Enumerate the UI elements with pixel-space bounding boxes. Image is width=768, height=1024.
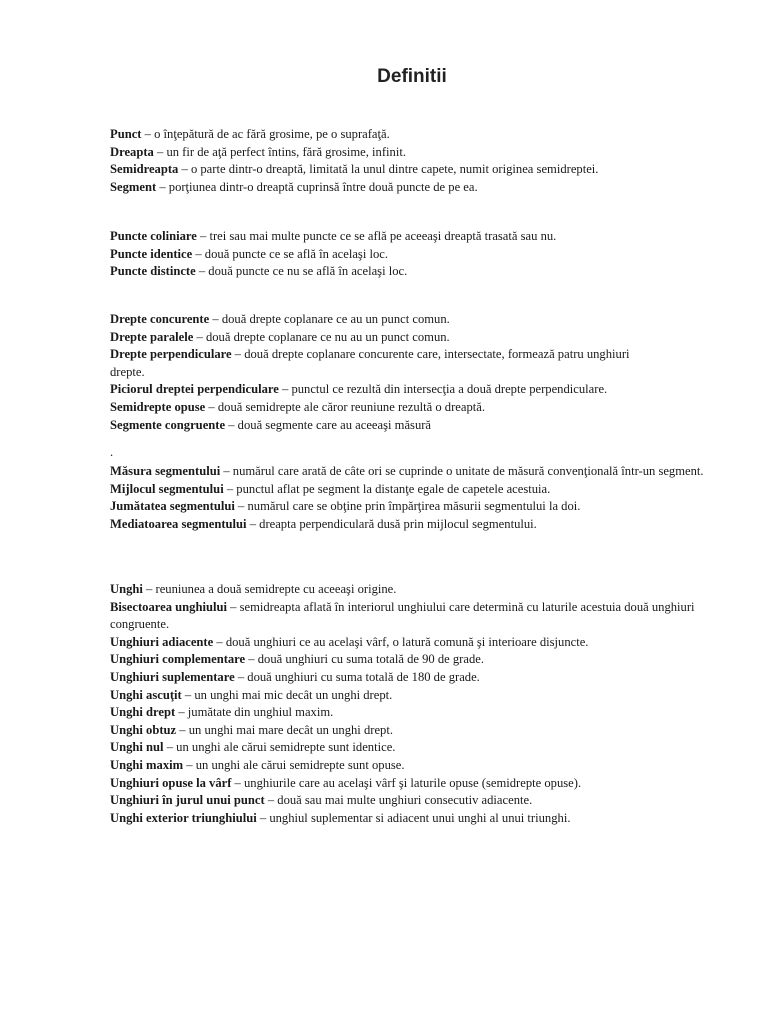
definition-item bbox=[110, 311, 722, 329]
definition-item bbox=[110, 381, 722, 399]
definition-text: – un unghi ale cărui semidrepte sunt identice. bbox=[163, 740, 396, 755]
definitions-group-points bbox=[110, 228, 722, 281]
definition-text: – două unghiuri ce au acelaşi vârf, o latură comună şi interioare disjuncte. bbox=[213, 634, 589, 649]
definition-text: – punctul aflat pe segment la distanţe egale de capetele acestuia. bbox=[223, 481, 551, 496]
definition-term: Unghiuri opuse la vârf bbox=[110, 775, 232, 790]
definition-item bbox=[110, 669, 722, 687]
definition-term: Drepte paralele bbox=[110, 329, 194, 344]
definition-item bbox=[110, 346, 630, 381]
definition-item bbox=[110, 246, 722, 264]
definitions-group-angles bbox=[110, 581, 722, 827]
definition-item bbox=[110, 263, 722, 281]
definition-term: Puncte distincte bbox=[110, 264, 196, 279]
definition-term: Unghiuri în jurul unui punct bbox=[110, 793, 265, 808]
definition-text: – jumătate din unghiul maxim. bbox=[175, 705, 334, 720]
definition-text: – o înţepătură de ac fără grosime, pe o suprafaţă. bbox=[141, 127, 390, 141]
definition-item bbox=[110, 775, 615, 793]
definition-item bbox=[110, 179, 722, 197]
definition-item bbox=[110, 126, 722, 144]
definition-text: – un unghi mai mare decât un unghi drept. bbox=[176, 722, 393, 737]
definition-text: – dreapta perpendiculară dusă prin mijlocul segmentului. bbox=[246, 516, 537, 531]
definition-term: Unghi maxim bbox=[110, 757, 184, 772]
definition-term: Unghi nul bbox=[110, 740, 164, 755]
definition-item bbox=[110, 144, 722, 162]
definition-text: – două unghiuri cu suma totală de 90 de grade. bbox=[245, 652, 485, 667]
definition-term: Unghi drept bbox=[110, 705, 176, 720]
definition-item bbox=[110, 481, 722, 499]
definition-text: – două drepte coplanare ce nu au un punct comun. bbox=[193, 329, 450, 344]
definition-term: Bisectoarea unghiului bbox=[110, 599, 227, 614]
definition-text: – porţiunea dintr-o dreaptă cuprinsă între două puncte de pe ea. bbox=[156, 179, 478, 194]
definitions-group-basic bbox=[110, 126, 722, 196]
definitions-group-lines bbox=[110, 311, 722, 434]
stray-period: . bbox=[110, 445, 114, 459]
definition-term: Mediatoarea segmentului bbox=[110, 516, 247, 531]
definition-text: – numărul care arată de câte ori se cuprinde o unitate de măsură convenţională într-un segment. bbox=[220, 464, 704, 478]
definition-text: – unghiul suplementar si adiacent unui unghi al unui triunghi. bbox=[256, 810, 571, 825]
definition-term: Jumătatea segmentului bbox=[110, 499, 235, 514]
definition-text: – două semidrepte ale căror reuniune rezultă o dreaptă. bbox=[205, 399, 486, 414]
definition-item bbox=[110, 739, 722, 757]
definition-text: – unghiurile care au acelaşi vârf şi laturile opuse (semidrepte opuse). bbox=[231, 775, 582, 790]
definition-term: Unghi exterior triunghiului bbox=[110, 810, 257, 825]
definition-text: – punctul ce rezultă din intersecţia a două drepte perpendiculare. bbox=[278, 382, 608, 397]
definition-term: Semidreapta bbox=[110, 162, 179, 177]
definition-text: – două puncte ce nu se află în acelaşi loc. bbox=[195, 264, 408, 279]
definition-term: Unghi bbox=[110, 582, 143, 596]
page-title: Definitii bbox=[377, 66, 447, 87]
definition-term: Dreapta bbox=[110, 144, 154, 159]
definition-item bbox=[110, 463, 722, 481]
definition-text: – două puncte ce se află în acelaşi loc. bbox=[192, 246, 389, 261]
definition-term: Unghi obtuz bbox=[110, 722, 177, 737]
definition-item bbox=[110, 634, 722, 652]
definition-text: – un unghi ale cărui semidrepte sunt opuse. bbox=[183, 757, 405, 772]
definition-text: – două unghiuri cu suma totală de 180 de grade. bbox=[234, 669, 480, 684]
definition-text: – un fir de aţă perfect întins, fără grosime, infinit. bbox=[153, 144, 406, 159]
definition-text: – două drepte coplanare ce au un punct comun. bbox=[209, 312, 450, 326]
definition-text: – trei sau mai multe puncte ce se află pe aceeaşi dreaptă trasată sau nu. bbox=[196, 229, 557, 243]
definition-item bbox=[110, 498, 722, 516]
definition-text: – o parte dintr-o dreaptă, limitată la unul dintre capete, numit originea semidreptei. bbox=[178, 162, 599, 177]
definition-item bbox=[110, 651, 722, 669]
definition-term: Puncte coliniare bbox=[110, 229, 197, 243]
definition-item bbox=[110, 417, 722, 435]
definition-item bbox=[110, 599, 722, 634]
definition-term: Unghiuri complementare bbox=[110, 652, 246, 667]
definition-term: Drepte concurente bbox=[110, 312, 210, 326]
definition-term: Punct bbox=[110, 127, 142, 141]
definition-term: Segmente congruente bbox=[110, 417, 226, 432]
definition-term: Puncte identice bbox=[110, 246, 193, 261]
definitions-group-segments bbox=[110, 463, 722, 533]
definition-term: Unghiuri suplementare bbox=[110, 669, 235, 684]
definition-item bbox=[110, 810, 722, 828]
definition-term: Unghi ascuţit bbox=[110, 687, 182, 702]
definition-text: – reuniunea a două semidrepte cu aceeaşi origine. bbox=[142, 582, 397, 596]
definition-item bbox=[110, 687, 722, 705]
definition-item bbox=[110, 228, 722, 246]
definition-term: Mijlocul segmentului bbox=[110, 481, 224, 496]
definition-term: Drepte perpendiculare bbox=[110, 347, 232, 362]
definition-item bbox=[110, 722, 722, 740]
definition-text: – numărul care se obţine prin împărţirea măsurii segmentului la doi. bbox=[234, 499, 581, 514]
definition-item bbox=[110, 329, 722, 347]
definition-text: – două drepte coplanare concurente care, intersectate, formează patru unghiuri drepte. bbox=[110, 347, 630, 379]
definition-term: Piciorul dreptei perpendiculare bbox=[110, 382, 279, 397]
definition-text: – semidreapta aflată în interiorul unghiului care determină cu laturile acestuia două unghiuri congruente. bbox=[110, 599, 695, 632]
definition-term: Semidrepte opuse bbox=[110, 399, 206, 414]
definition-item bbox=[110, 704, 722, 722]
definition-text: – două sau mai multe unghiuri consecutiv adiacente. bbox=[264, 793, 533, 808]
definition-item bbox=[110, 516, 722, 534]
definition-text: – un unghi mai mic decât un unghi drept. bbox=[181, 687, 393, 702]
definition-item bbox=[110, 161, 722, 179]
definition-item bbox=[110, 792, 722, 810]
definition-term: Măsura segmentului bbox=[110, 464, 221, 478]
definition-term: Unghiuri adiacente bbox=[110, 634, 214, 649]
definition-item bbox=[110, 757, 722, 775]
definition-term: Segment bbox=[110, 179, 157, 194]
definition-text: – două segmente care au aceeaşi măsură bbox=[225, 417, 432, 432]
definition-item bbox=[110, 581, 722, 599]
definition-item bbox=[110, 399, 722, 417]
